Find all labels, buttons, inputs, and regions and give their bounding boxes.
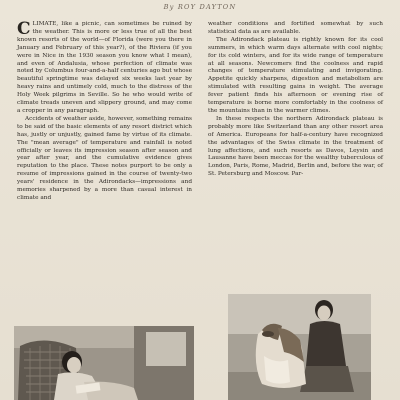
photo-woman-in-chair-image <box>14 326 194 400</box>
left-paragraph-2: Accidents of weather aside, however, something remains to be said of the basic elements of any resort district which has, justly or unjustly, gained fame by virtue of its climate. The "mean average" of temperature and rainfall is noted officially or leaves its impression season after season and year after year, and the cumulative evidence gives reputation to the place. These notes purport to be only a resume of impressions gained in the course of twenty-two years' residence in the Adirondacks—impressions and memories sharpened by a more than casual interest in climate and <box>17 115 192 201</box>
left-paragraph-1-text: LIMATE, like a picnic, can sometimes be ruined by the weather. This is more or less true of all the best known resorts of the world—of Florida (were you there in January and February of this year?), of the Riviera (if you were in Nice in the 1930 season you know what I mean), and even of Andalusia, whose perfection of climate was noted by Columbus four-and-a-half centuries ago but whose beautiful springtime was delayed six weeks last year by heavy rains and untimely cold, much to the distress of the Holy Week pilgrims in Seville. So he who would write of climate treads uneven and slippery ground, and may come a cropper in any paragraph. <box>17 21 192 114</box>
drop-cap: C <box>17 19 31 39</box>
right-paragraph-2: The Adirondack plateau is rightly known for its cool summers, in which warm days alternate with cool nights; for its cold winters, and for its wide range of temperature at all seasons. Newcomers find the coolness and rapid changes of temperature stimulating and invigorating. Appetite quickly sharpens, digestion and metabolism are stimulated with resulting gains in weight. The average fever patient finds his afternoon or evening rise of temperature is borne more comfortably in the coolness of the mountains than in the warmer climes. <box>208 36 383 114</box>
right-column <box>208 21 383 179</box>
photo-woman-in-chair <box>14 326 194 400</box>
right-paragraph-3: In these respects the northern Adirondack plateau is probably more like Switzerland than any other resort area of America. Europeans for half-a-century have recognized the advantages of the Swiss climate in the treatment of lung affections, and such resorts as Davos, Leysin and Lausanne have been meccas for the wealthy tuberculous of London, Paris, Rome, Madrid, Berlin and, before the war, of St. Petersburg and Moscow. Par- <box>208 115 383 178</box>
byline: By ROY DAYTON <box>163 3 237 11</box>
right-paragraph-1: weather conditions and fortified somewhat by such statistical data as are available. <box>208 21 383 35</box>
photo-woman-with-collie <box>228 294 371 400</box>
left-paragraph-1 <box>17 21 192 116</box>
left-column <box>17 21 192 203</box>
photo-woman-with-collie-image <box>228 294 371 400</box>
